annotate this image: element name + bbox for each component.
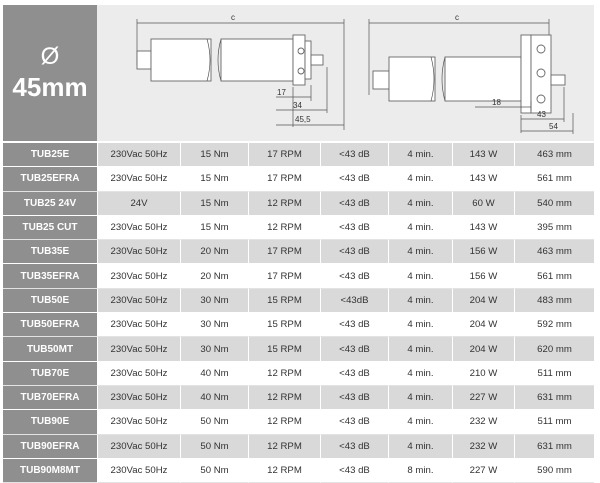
cell-duty: 4 min. — [388, 313, 452, 337]
cell-model: TUB90EFRA — [3, 435, 97, 459]
right-dim-label-c: c — [455, 13, 459, 22]
cell-length: 631 mm — [514, 435, 594, 459]
spec-table — [3, 143, 594, 483]
left-tube-2 — [221, 39, 293, 81]
cell-torque: 30 Nm — [180, 289, 248, 313]
cell-noise: <43 dB — [320, 313, 388, 337]
cell-length: 592 mm — [514, 313, 594, 337]
cell-model: TUB90M8MT — [3, 459, 97, 483]
cell-torque: 20 Nm — [180, 240, 248, 264]
left-head-plate — [305, 41, 311, 79]
cell-noise: <43 dB — [320, 337, 388, 361]
left-dim-label: 45,5 — [295, 115, 311, 124]
cell-power: 143 W — [452, 143, 514, 167]
cell-voltage: 230Vac 50Hz — [97, 435, 180, 459]
cell-length: 540 mm — [514, 192, 594, 216]
cell-torque: 15 Nm — [180, 167, 248, 191]
diameter-cell — [3, 5, 97, 141]
cell-model: TUB25 24V — [3, 192, 97, 216]
table-row — [3, 459, 594, 483]
cell-noise: <43 dB — [320, 386, 388, 410]
cell-power: 60 W — [452, 192, 514, 216]
right-break-line — [442, 57, 445, 101]
cell-model: TUB35E — [3, 240, 97, 264]
cell-torque: 30 Nm — [180, 337, 248, 361]
cell-voltage: 230Vac 50Hz — [97, 264, 180, 288]
cell-speed: 15 RPM — [248, 289, 320, 313]
cell-length: 590 mm — [514, 459, 594, 483]
cell-power: 156 W — [452, 264, 514, 288]
cell-voltage: 230Vac 50Hz — [97, 459, 180, 483]
cell-voltage: 24V — [97, 192, 180, 216]
cell-length: 463 mm — [514, 143, 594, 167]
cell-speed: 12 RPM — [248, 435, 320, 459]
spec-table-body — [3, 143, 594, 483]
table-row — [3, 167, 594, 191]
right-motor-drawing — [369, 13, 573, 134]
cell-torque: 40 Nm — [180, 386, 248, 410]
cell-voltage: 230Vac 50Hz — [97, 337, 180, 361]
right-head-screw — [537, 45, 545, 53]
cell-duty: 4 min. — [388, 386, 452, 410]
cell-speed: 12 RPM — [248, 192, 320, 216]
cell-power: 232 W — [452, 410, 514, 434]
cell-length: 620 mm — [514, 337, 594, 361]
cell-voltage: 230Vac 50Hz — [97, 240, 180, 264]
cell-torque: 15 Nm — [180, 192, 248, 216]
right-tube-2 — [445, 57, 521, 101]
cell-voltage: 230Vac 50Hz — [97, 216, 180, 240]
cell-voltage: 230Vac 50Hz — [97, 289, 180, 313]
table-row — [3, 386, 594, 410]
cell-duty: 8 min. — [388, 459, 452, 483]
cell-noise: <43 dB — [320, 362, 388, 386]
right-tube — [389, 57, 435, 101]
cell-model: TUB25EFRA — [3, 167, 97, 191]
cell-length: 631 mm — [514, 386, 594, 410]
left-dim-label: 17 — [277, 88, 286, 97]
cell-model: TUB70EFRA — [3, 386, 97, 410]
table-row — [3, 264, 594, 288]
cell-length: 561 mm — [514, 264, 594, 288]
motor-drawings — [97, 5, 594, 141]
cell-noise: <43dB — [320, 289, 388, 313]
cell-noise: <43 dB — [320, 410, 388, 434]
cell-speed: 12 RPM — [248, 386, 320, 410]
right-square-shaft — [551, 75, 565, 85]
left-dim-label: 34 — [293, 101, 302, 110]
cell-duty: 4 min. — [388, 240, 452, 264]
cell-voltage: 230Vac 50Hz — [97, 143, 180, 167]
left-tube — [151, 39, 211, 81]
left-head-screw — [298, 68, 304, 74]
cell-length: 511 mm — [514, 362, 594, 386]
left-motor-drawing — [137, 13, 344, 130]
cell-length: 463 mm — [514, 240, 594, 264]
cell-duty: 4 min. — [388, 216, 452, 240]
cell-model: TUB50E — [3, 289, 97, 313]
right-dim-label: 43 — [537, 110, 546, 119]
cell-speed: 15 RPM — [248, 337, 320, 361]
cell-speed: 12 RPM — [248, 459, 320, 483]
cell-power: 143 W — [452, 167, 514, 191]
cell-power: 204 W — [452, 313, 514, 337]
cell-model: TUB25E — [3, 143, 97, 167]
left-head — [293, 35, 305, 85]
table-row — [3, 435, 594, 459]
cell-duty: 4 min. — [388, 143, 452, 167]
diameter-symbol: Ø — [40, 43, 60, 70]
cell-noise: <43 dB — [320, 264, 388, 288]
cell-noise: <43 dB — [320, 192, 388, 216]
cell-model: TUB35EFRA — [3, 264, 97, 288]
cell-speed: 17 RPM — [248, 143, 320, 167]
cell-torque: 50 Nm — [180, 459, 248, 483]
cell-length: 511 mm — [514, 410, 594, 434]
table-row — [3, 240, 594, 264]
cell-length: 483 mm — [514, 289, 594, 313]
cell-torque: 30 Nm — [180, 313, 248, 337]
cell-speed: 12 RPM — [248, 410, 320, 434]
cell-speed: 12 RPM — [248, 216, 320, 240]
cell-voltage: 230Vac 50Hz — [97, 362, 180, 386]
cell-duty: 4 min. — [388, 289, 452, 313]
cell-length: 395 mm — [514, 216, 594, 240]
table-row — [3, 337, 594, 361]
cell-length: 561 mm — [514, 167, 594, 191]
table-row — [3, 143, 594, 167]
cell-noise: <43 dB — [320, 459, 388, 483]
cell-noise: <43 dB — [320, 216, 388, 240]
table-row — [3, 289, 594, 313]
right-head-screw — [537, 69, 545, 77]
cell-voltage: 230Vac 50Hz — [97, 410, 180, 434]
cell-noise: <43 dB — [320, 240, 388, 264]
cell-torque: 50 Nm — [180, 410, 248, 434]
cell-power: 227 W — [452, 459, 514, 483]
cell-power: 204 W — [452, 337, 514, 361]
cell-voltage: 230Vac 50Hz — [97, 167, 180, 191]
table-row — [3, 313, 594, 337]
cell-noise: <43 dB — [320, 167, 388, 191]
table-row — [3, 410, 594, 434]
cell-model: TUB70E — [3, 362, 97, 386]
table-row — [3, 192, 594, 216]
cell-torque: 20 Nm — [180, 264, 248, 288]
cell-voltage: 230Vac 50Hz — [97, 313, 180, 337]
cell-speed: 15 RPM — [248, 313, 320, 337]
diameter-value: 45mm — [12, 72, 88, 102]
cell-noise: <43 dB — [320, 143, 388, 167]
right-head-screw — [537, 95, 545, 103]
cell-torque: 50 Nm — [180, 435, 248, 459]
cell-torque: 15 Nm — [180, 216, 248, 240]
cell-voltage: 230Vac 50Hz — [97, 386, 180, 410]
cell-power: 204 W — [452, 289, 514, 313]
cell-model: TUB90E — [3, 410, 97, 434]
cell-power: 232 W — [452, 435, 514, 459]
right-dim-label: 54 — [549, 122, 558, 131]
cell-duty: 4 min. — [388, 192, 452, 216]
cell-speed: 17 RPM — [248, 264, 320, 288]
right-shaft — [373, 71, 389, 89]
cell-power: 227 W — [452, 386, 514, 410]
cell-duty: 4 min. — [388, 167, 452, 191]
right-head — [521, 35, 531, 113]
cell-model: TUB50EFRA — [3, 313, 97, 337]
cell-speed: 17 RPM — [248, 240, 320, 264]
left-head-screw — [298, 48, 304, 54]
cell-noise: <43 dB — [320, 435, 388, 459]
cell-torque: 15 Nm — [180, 143, 248, 167]
cell-power: 210 W — [452, 362, 514, 386]
table-row — [3, 216, 594, 240]
cell-speed: 17 RPM — [248, 167, 320, 191]
cell-duty: 4 min. — [388, 337, 452, 361]
left-shaft — [137, 51, 151, 69]
cell-model: TUB25 CUT — [3, 216, 97, 240]
cell-duty: 4 min. — [388, 410, 452, 434]
cell-model: TUB50MT — [3, 337, 97, 361]
cell-duty: 4 min. — [388, 435, 452, 459]
cell-speed: 12 RPM — [248, 362, 320, 386]
cell-duty: 4 min. — [388, 264, 452, 288]
cell-power: 143 W — [452, 216, 514, 240]
left-dim-label-c: c — [231, 13, 235, 22]
table-row — [3, 362, 594, 386]
right-dim-label: 18 — [492, 98, 501, 107]
cell-duty: 4 min. — [388, 362, 452, 386]
cell-torque: 40 Nm — [180, 362, 248, 386]
spec-sheet — [3, 5, 594, 476]
cell-power: 156 W — [452, 240, 514, 264]
left-square-shaft — [311, 55, 323, 65]
